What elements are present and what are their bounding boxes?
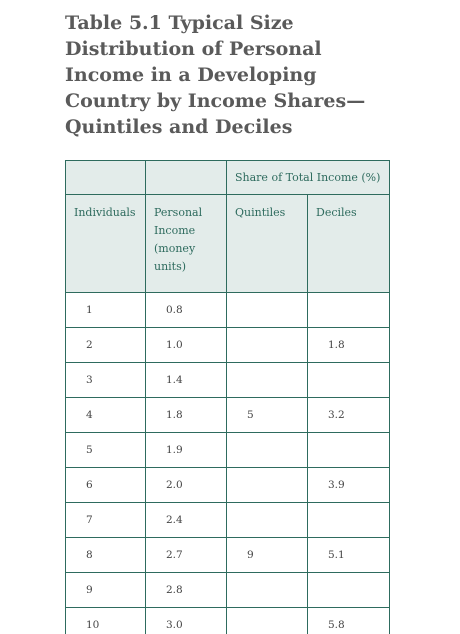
quintile-cell: 5 bbox=[227, 398, 308, 433]
individual-cell: 2 bbox=[66, 328, 146, 363]
table-row bbox=[66, 608, 390, 634]
quintile-cell bbox=[227, 468, 308, 503]
decile-cell bbox=[308, 503, 390, 538]
quintile-cell bbox=[227, 608, 308, 634]
income-distribution-table-container bbox=[65, 160, 389, 634]
table-row bbox=[66, 503, 390, 538]
personal-income-cell: 0.8 bbox=[146, 293, 227, 328]
individual-cell: 8 bbox=[66, 538, 146, 573]
decile-cell: 3.2 bbox=[308, 398, 390, 433]
table-row bbox=[66, 468, 390, 503]
individual-cell: 9 bbox=[66, 573, 146, 608]
table-row bbox=[66, 328, 390, 363]
decile-cell: 5.1 bbox=[308, 538, 390, 573]
table-body bbox=[66, 293, 390, 634]
quintile-cell: 9 bbox=[227, 538, 308, 573]
personal-income-cell: 1.8 bbox=[146, 398, 227, 433]
individual-cell: 3 bbox=[66, 363, 146, 398]
quintile-cell bbox=[227, 433, 308, 468]
personal-income-cell: 1.4 bbox=[146, 363, 227, 398]
decile-cell bbox=[308, 293, 390, 328]
deciles-header: Deciles bbox=[308, 195, 390, 293]
personal-income-cell: 2.4 bbox=[146, 503, 227, 538]
table-row bbox=[66, 433, 390, 468]
table-row bbox=[66, 363, 390, 398]
personal-income-cell: 1.9 bbox=[146, 433, 227, 468]
table-row bbox=[66, 573, 390, 608]
quintile-cell bbox=[227, 573, 308, 608]
quintiles-header: Quintiles bbox=[227, 195, 308, 293]
personal-income-cell: 2.0 bbox=[146, 468, 227, 503]
quintile-cell bbox=[227, 328, 308, 363]
personal-income-header: Personal Income (money units) bbox=[146, 195, 227, 293]
individual-cell: 4 bbox=[66, 398, 146, 433]
quintile-cell bbox=[227, 503, 308, 538]
decile-cell bbox=[308, 573, 390, 608]
header-empty-cell-2 bbox=[146, 161, 227, 195]
share-of-total-income-header: Share of Total Income (%) bbox=[227, 161, 390, 195]
table-row bbox=[66, 293, 390, 328]
quintile-cell bbox=[227, 293, 308, 328]
decile-cell bbox=[308, 433, 390, 468]
header-empty-cell-1 bbox=[66, 161, 146, 195]
header-row-columns bbox=[66, 195, 390, 293]
individuals-header: Individuals bbox=[66, 195, 146, 293]
income-distribution-table bbox=[65, 160, 390, 634]
individual-cell: 6 bbox=[66, 468, 146, 503]
table-row bbox=[66, 538, 390, 573]
decile-cell: 5.8 bbox=[308, 608, 390, 634]
table-header bbox=[66, 161, 390, 293]
quintile-cell bbox=[227, 363, 308, 398]
header-row-group bbox=[66, 161, 390, 195]
individual-cell: 10 bbox=[66, 608, 146, 634]
table-title: Table 5.1 Typical Size Distribution of Personal Income in a Developing Country by Income Shares—Quintiles and Deciles bbox=[65, 12, 366, 138]
individual-cell: 7 bbox=[66, 503, 146, 538]
decile-cell bbox=[308, 363, 390, 398]
personal-income-cell: 2.7 bbox=[146, 538, 227, 573]
personal-income-cell: 2.8 bbox=[146, 573, 227, 608]
individual-cell: 5 bbox=[66, 433, 146, 468]
individual-cell: 1 bbox=[66, 293, 146, 328]
personal-income-cell: 3.0 bbox=[146, 608, 227, 634]
decile-cell: 1.8 bbox=[308, 328, 390, 363]
decile-cell: 3.9 bbox=[308, 468, 390, 503]
table-row bbox=[66, 398, 390, 433]
personal-income-cell: 1.0 bbox=[146, 328, 227, 363]
